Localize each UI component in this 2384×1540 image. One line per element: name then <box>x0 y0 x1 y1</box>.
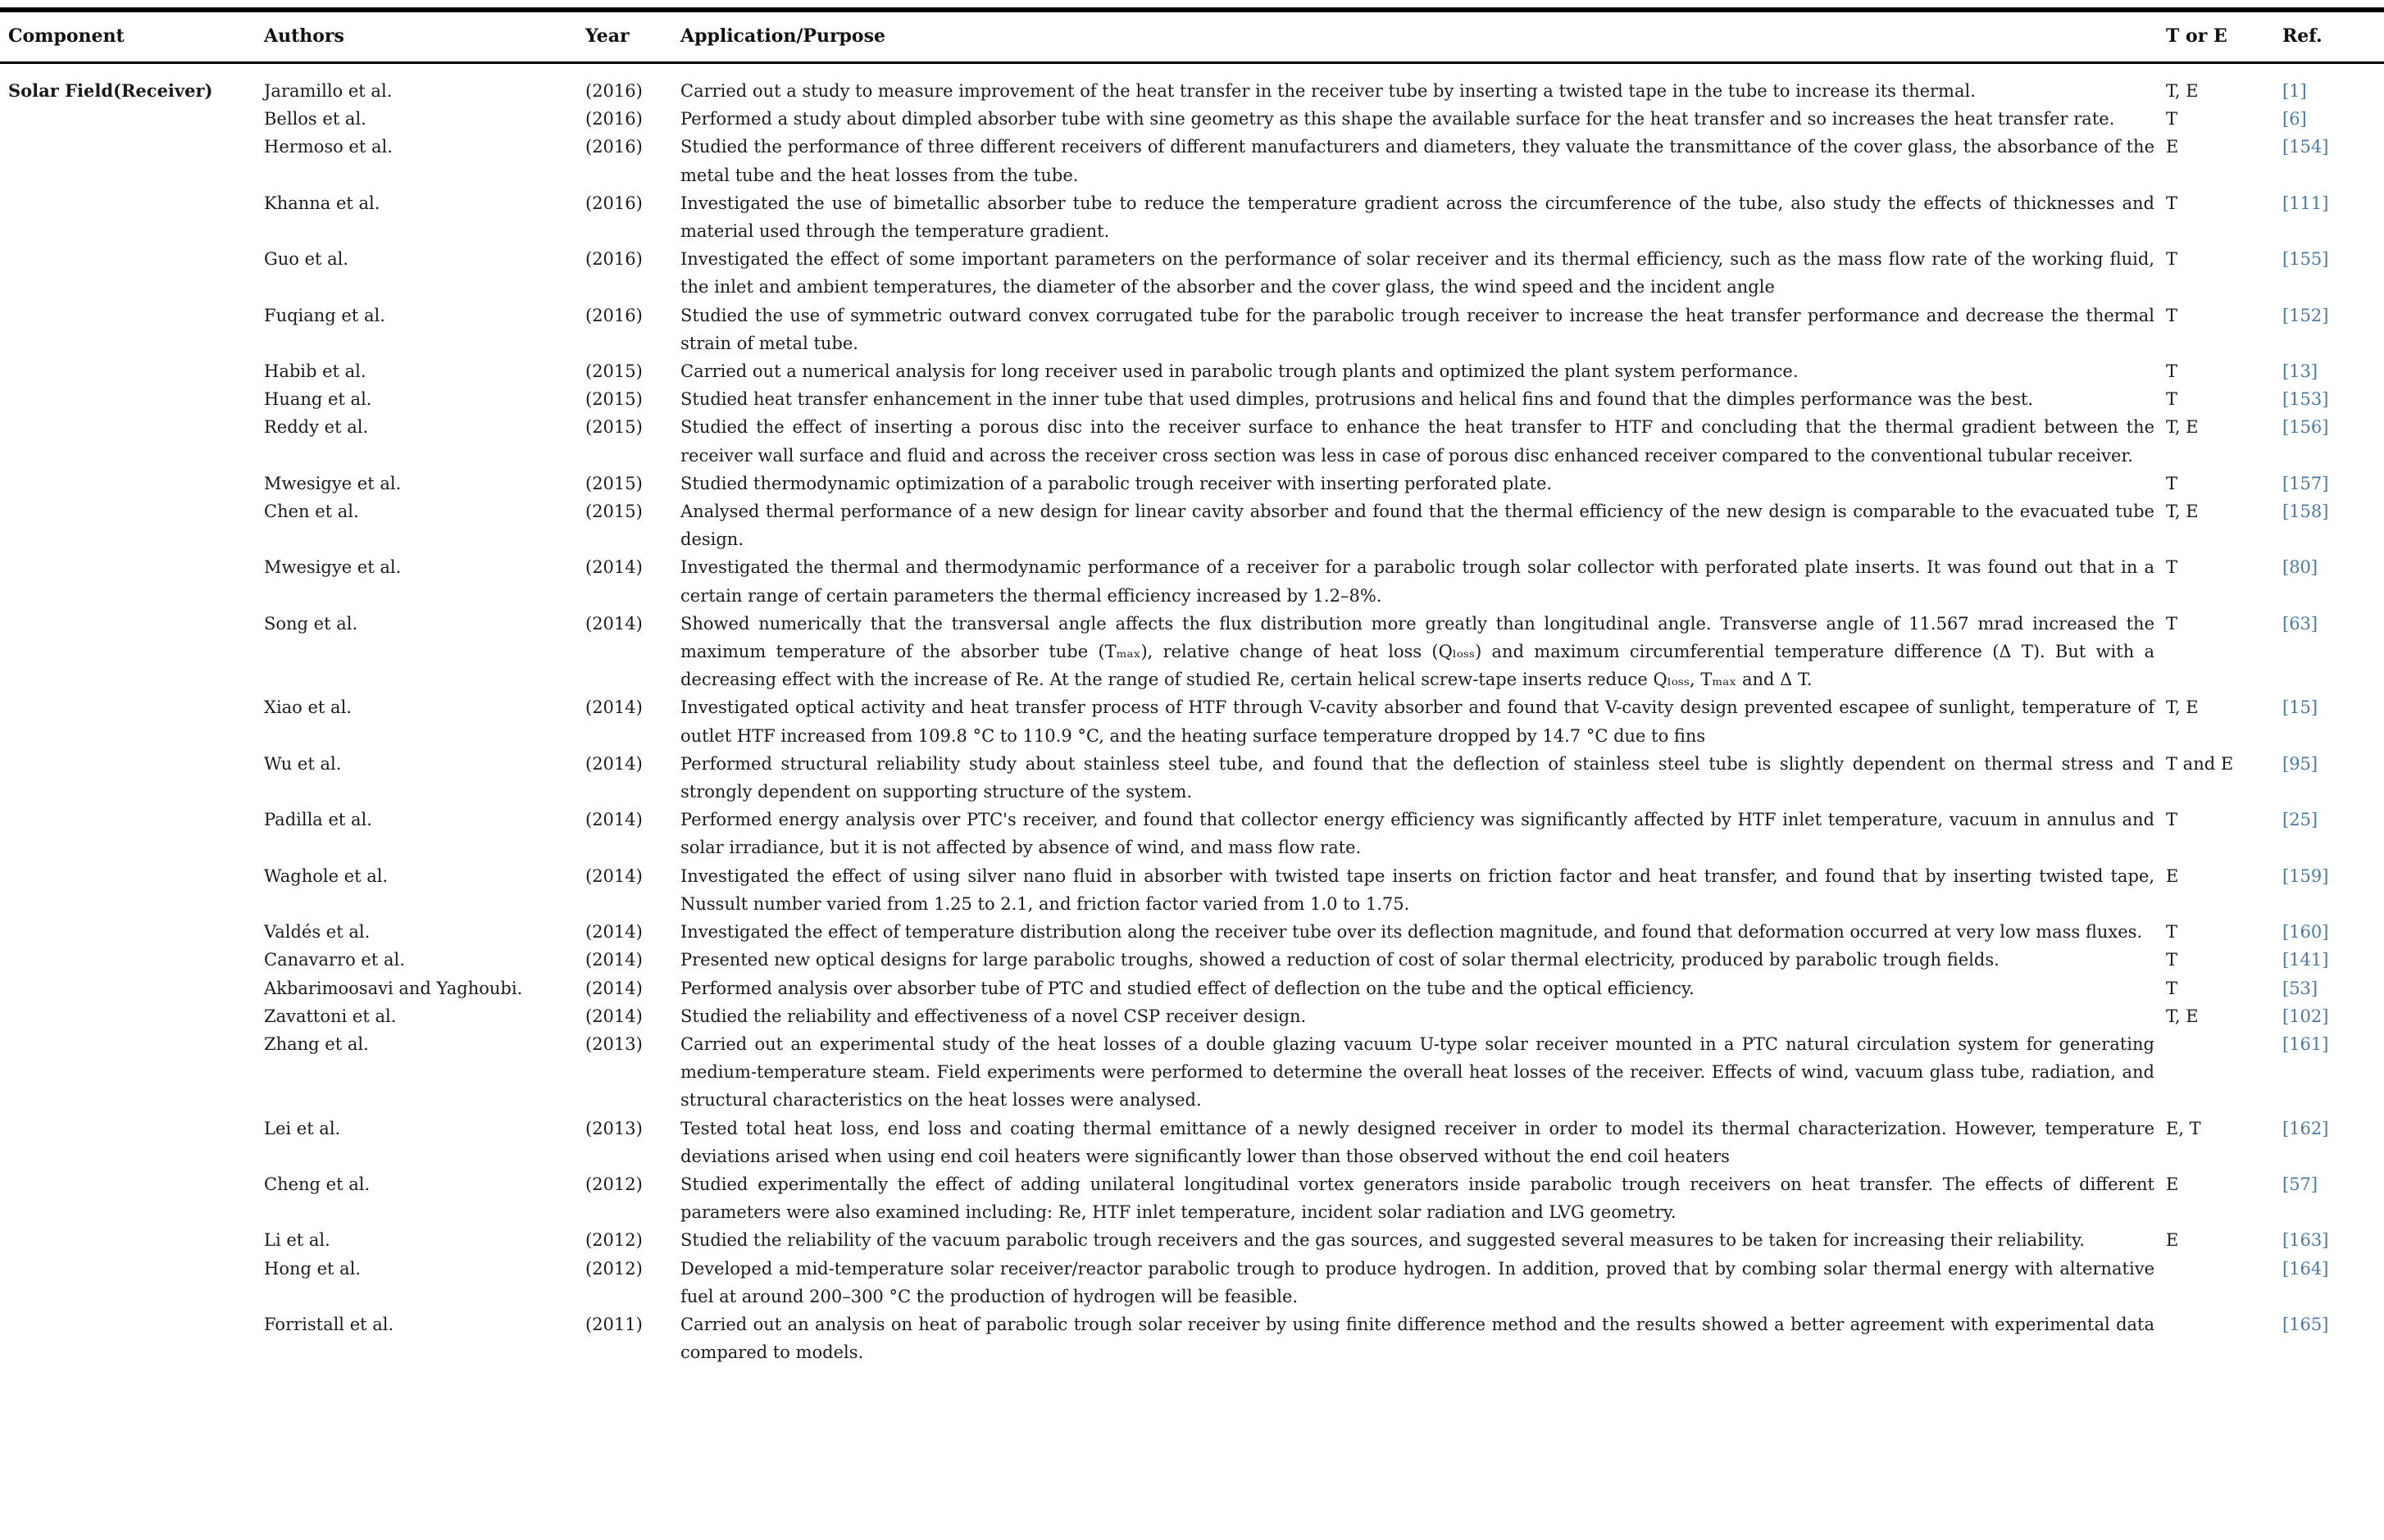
column-header-t-or-e: T or E <box>2166 25 2227 47</box>
component-cell <box>8 918 264 946</box>
reference-link[interactable]: [158] <box>2282 502 2329 522</box>
author-cell: Bellos et al. <box>264 109 366 129</box>
t-or-e-cell: E <box>2166 1230 2179 1251</box>
component-cell <box>8 105 264 133</box>
year-cell: (2014) <box>585 697 643 718</box>
year-cell: (2012) <box>585 1230 643 1251</box>
reference-link[interactable]: [157] <box>2282 473 2329 493</box>
component-cell <box>8 385 264 413</box>
reference-link[interactable]: [6] <box>2282 109 2307 129</box>
component-cell <box>8 1255 264 1311</box>
application-cell: Analysed thermal performance of a new design for linear cavity absorber and found that the thermal efficiency of the new design is comparable to the evacuated tube design. <box>680 502 2154 550</box>
t-or-e-cell: E, T <box>2166 1118 2201 1138</box>
application-cell: Studied the effect of inserting a porous disc into the receiver surface to enhance the heat transfer to HTF and concluding that the thermal gradient between the receiver wall surface and fluid and across the receiver cross section was less in case of porous disc enhanced receiver compared to the conventional tubular receiver. <box>680 417 2154 466</box>
year-cell: (2015) <box>585 473 643 493</box>
reference-link[interactable]: [155] <box>2282 249 2329 270</box>
table-row <box>0 77 2384 105</box>
t-or-e-cell: T <box>2166 249 2178 270</box>
table-row <box>0 357 2384 385</box>
author-cell: Khanna et al. <box>264 193 380 213</box>
component-cell <box>8 1226 264 1254</box>
application-cell: Studied the reliability and effectiveness of a novel CSP receiver design. <box>680 1006 1307 1026</box>
column-header-application: Application/Purpose <box>680 25 885 47</box>
t-or-e-cell: E <box>2166 865 2179 886</box>
reference-link[interactable]: [141] <box>2282 950 2329 970</box>
application-cell: Tested total heat loss, end loss and coating thermal emittance of a newly designed receiver in order to model its thermal characterization. However, temperature deviations arised when using end coil heaters were significantly lower than those observed without the end coil heaters <box>680 1118 2154 1166</box>
column-header-authors: Authors <box>264 25 344 47</box>
year-cell: (2014) <box>585 922 643 943</box>
t-or-e-cell: T <box>2166 922 2178 943</box>
component-cell <box>8 1030 264 1115</box>
component-cell <box>8 189 264 245</box>
table-row <box>0 806 2384 861</box>
component-cell <box>8 862 264 918</box>
year-cell: (2015) <box>585 502 643 522</box>
component-cell <box>8 357 264 385</box>
application-cell: Investigated the effect of using silver nano fluid in absorber with twisted tape inserts on friction factor and heat transfer, and found that by inserting twisted tape, Nussult number varied from 1.25 to 2.1, and friction factor varied from 1.0 to 1.75. <box>680 865 2154 914</box>
author-cell: Chen et al. <box>264 502 359 522</box>
author-cell: Habib et al. <box>264 361 366 382</box>
application-cell: Performed energy analysis over PTC's receiver, and found that collector energy efficiency was significantly affected by HTF inlet temperature, vacuum in annulus and solar irradiance, but it is not affected by absence of wind, and mass flow rate. <box>680 810 2154 858</box>
application-cell: Studied experimentally the effect of adding unilateral longitudinal vortex generators inside parabolic trough receivers on heat transfer. The effects of different parameters were also examined including: Re, HTF inlet temperature, incident solar radiation and LVG geometry. <box>680 1174 2154 1223</box>
reference-link[interactable]: [164] <box>2282 1258 2329 1279</box>
reference-link[interactable]: [161] <box>2282 1033 2329 1054</box>
reference-link[interactable]: [160] <box>2282 922 2329 943</box>
column-header-year: Year <box>585 25 630 47</box>
year-cell: (2011) <box>585 1314 643 1334</box>
table-row <box>0 946 2384 974</box>
t-or-e-cell: T <box>2166 361 2178 382</box>
table-row <box>0 1311 2384 1366</box>
author-cell: Xiao et al. <box>264 697 352 718</box>
component-cell <box>8 470 264 497</box>
component-cell <box>8 693 264 749</box>
table-row <box>0 862 2384 918</box>
year-cell: (2016) <box>585 109 643 129</box>
year-cell: (2013) <box>585 1033 643 1054</box>
table-row <box>0 553 2384 609</box>
t-or-e-cell: T <box>2166 978 2178 998</box>
component-cell <box>8 133 264 189</box>
application-cell: Studied the reliability of the vacuum parabolic trough receivers and the gas sources, and suggested several measures to be taken for increasing their reliability. <box>680 1230 2085 1251</box>
reference-link[interactable]: [1] <box>2282 81 2307 101</box>
author-cell: Song et al. <box>264 613 358 634</box>
table-header-row <box>0 12 2384 61</box>
author-cell: Wu et al. <box>264 753 342 774</box>
t-or-e-cell: T, E <box>2166 502 2199 522</box>
author-cell: Fuqiang et al. <box>264 305 385 325</box>
application-cell: Performed analysis over absorber tube of PTC and studied effect of deflection on the tube and the optical efficiency. <box>680 978 1695 998</box>
reference-link[interactable]: [80] <box>2282 557 2318 578</box>
year-cell: (2012) <box>585 1258 643 1279</box>
column-header-component: Component <box>8 25 125 47</box>
t-or-e-cell: T <box>2166 389 2178 410</box>
table-row <box>0 385 2384 413</box>
table-row <box>0 1030 2384 1115</box>
component-cell: Solar Field(Receiver) <box>8 80 213 101</box>
year-cell: (2013) <box>585 1118 643 1138</box>
application-cell: Performed a study about dimpled absorber tube with sine geometry as this shape the available surface for the heat transfer and so increases the heat transfer rate. <box>680 109 2115 129</box>
table-row <box>0 750 2384 806</box>
author-cell: Zavattoni et al. <box>264 1006 397 1026</box>
year-cell: (2015) <box>585 361 643 382</box>
table-row <box>0 918 2384 946</box>
component-cell <box>8 413 264 469</box>
author-cell: Zhang et al. <box>264 1033 369 1054</box>
application-cell: Studied heat transfer enhancement in the inner tube that used dimples, protrusions and helical fins and found that the dimples performance was the best. <box>680 389 2034 410</box>
table-row <box>0 245 2384 301</box>
t-or-e-cell <box>2166 1255 2282 1311</box>
table-row <box>0 1226 2384 1254</box>
year-cell: (2015) <box>585 389 643 410</box>
table-row <box>0 133 2384 189</box>
application-cell: Investigated the effect of temperature distribution along the receiver tube over its deflection magnitude, and found that deformation occurred at very low mass fluxes. <box>680 922 2143 943</box>
component-cell <box>8 974 264 1002</box>
t-or-e-cell: T <box>2166 473 2178 493</box>
t-or-e-cell: E <box>2166 1174 2179 1194</box>
author-cell: Canavarro et al. <box>264 950 405 970</box>
author-cell: Waghole et al. <box>264 865 389 886</box>
application-cell: Presented new optical designs for large parabolic troughs, showed a reduction of cost of solar thermal electricity, produced by parabolic trough fields. <box>680 950 2000 970</box>
reference-link[interactable]: [152] <box>2282 305 2329 325</box>
application-cell: Studied thermodynamic optimization of a parabolic trough receiver with inserting perforated plate. <box>680 473 1553 493</box>
reference-link[interactable]: [95] <box>2282 753 2318 774</box>
year-cell: (2014) <box>585 1006 643 1026</box>
year-cell: (2014) <box>585 865 643 886</box>
component-cell <box>8 750 264 806</box>
table-row <box>0 105 2384 133</box>
table-row <box>0 413 2384 469</box>
reference-link[interactable]: [15] <box>2282 697 2318 718</box>
column-header-ref: Ref. <box>2282 25 2323 47</box>
component-cell <box>8 245 264 301</box>
table-row <box>0 1115 2384 1170</box>
year-cell: (2012) <box>585 1174 643 1194</box>
year-cell: (2016) <box>585 81 643 101</box>
t-or-e-cell: T <box>2166 950 2178 970</box>
author-cell: Cheng et al. <box>264 1174 371 1194</box>
t-or-e-cell: T, E <box>2166 81 2199 101</box>
component-cell <box>8 1311 264 1366</box>
table-body <box>0 64 2384 1366</box>
table-row <box>0 1255 2384 1311</box>
application-cell: Carried out a study to measure improvement of the heat transfer in the receiver tube by inserting a twisted tape in the tube to increase its thermal. <box>680 81 1976 101</box>
author-cell: Mwesigye et al. <box>264 557 402 578</box>
table-row <box>0 1002 2384 1030</box>
t-or-e-cell: T <box>2166 109 2178 129</box>
component-cell <box>8 946 264 974</box>
t-or-e-cell: T <box>2166 305 2178 325</box>
component-cell <box>8 497 264 553</box>
year-cell: (2014) <box>585 613 643 634</box>
year-cell: (2016) <box>585 137 643 157</box>
year-cell: (2016) <box>585 249 643 270</box>
year-cell: (2014) <box>585 753 643 774</box>
author-cell: Li et al. <box>264 1230 330 1251</box>
year-cell: (2014) <box>585 810 643 830</box>
t-or-e-cell <box>2166 1030 2282 1115</box>
application-cell: Studied the use of symmetric outward convex corrugated tube for the parabolic trough receiver to increase the heat transfer performance and decrease the thermal strain of metal tube. <box>680 305 2154 353</box>
author-cell: Hermoso et al. <box>264 137 393 157</box>
year-cell: (2016) <box>585 193 643 213</box>
t-or-e-cell: T, E <box>2166 417 2199 438</box>
author-cell: Huang et al. <box>264 389 372 410</box>
reference-link[interactable]: [25] <box>2282 810 2318 830</box>
reference-link[interactable]: [154] <box>2282 137 2329 157</box>
reference-link[interactable]: [13] <box>2282 361 2318 382</box>
application-cell: Performed structural reliability study about stainless steel tube, and found that the deflection of stainless steel tube is slightly dependent on thermal stress and strongly dependent on supporting structure of the system. <box>680 753 2154 802</box>
application-cell: Carried out a numerical analysis for long receiver used in parabolic trough plants and optimized the plant system performance. <box>680 361 1799 382</box>
t-or-e-cell <box>2166 1311 2282 1366</box>
year-cell: (2014) <box>585 978 643 998</box>
t-or-e-cell: T, E <box>2166 1006 2199 1026</box>
t-or-e-cell: T, E <box>2166 697 2199 718</box>
t-or-e-cell: E <box>2166 137 2179 157</box>
application-cell: Investigated the use of bimetallic absorber tube to reduce the temperature gradient across the circumference of the tube, also study the effects of thicknesses and material used through the temperature gradient. <box>680 193 2154 242</box>
component-cell <box>8 806 264 861</box>
reference-link[interactable]: [156] <box>2282 417 2329 438</box>
author-cell: Forristall et al. <box>264 1314 394 1334</box>
year-cell: (2015) <box>585 417 643 438</box>
application-cell: Showed numerically that the transversal angle affects the flux distribution more greatly than longitudinal angle. Transverse angle of 11.567 mrad increased the maximum temperature of the absorber tube (Tₘₐₓ), relative change of heat loss (Qₗₒₛₛ) and maximum circumferential temperature difference (Δ T). But with a decreasing effect with the increase of Re. At the range of studied Re, certain helical screw-tape inserts reduce Qₗₒₛₛ, Tₘₐₓ and Δ T. <box>680 613 2154 690</box>
author-cell: Valdés et al. <box>264 922 371 943</box>
application-cell: Studied the performance of three different receivers of different manufacturers and diameters, they valuate the transmittance of the cover glass, the absorbance of the metal tube and the heat losses from the tube. <box>680 137 2154 185</box>
application-cell: Investigated optical activity and heat transfer process of HTF through V-cavity absorber and found that V-cavity design prevented escapee of sunlight, temperature of outlet HTF increased from 109.8 °C to 110.9 °C, and the heating surface temperature dropped by 14.7 °C due to fins <box>680 697 2154 746</box>
reference-link[interactable]: [53] <box>2282 978 2318 998</box>
author-cell: Hong et al. <box>264 1258 362 1279</box>
application-cell: Investigated the thermal and thermodynamic performance of a receiver for a parabolic trough solar collector with perforated plate inserts. It was found out that in a certain range of certain parameters the thermal efficiency increased by 1.2–8%. <box>680 557 2154 606</box>
table-row <box>0 610 2384 694</box>
author-cell: Padilla et al. <box>264 810 372 830</box>
reference-link[interactable]: [153] <box>2282 389 2329 410</box>
t-or-e-cell: T <box>2166 193 2178 213</box>
component-cell <box>8 553 264 609</box>
component-cell <box>8 302 264 357</box>
component-cell <box>8 1170 264 1226</box>
reference-link[interactable]: [63] <box>2282 613 2318 634</box>
reference-link[interactable]: [163] <box>2282 1230 2329 1251</box>
year-cell: (2014) <box>585 557 643 578</box>
table-row <box>0 1170 2384 1226</box>
author-cell: Lei et al. <box>264 1118 341 1138</box>
author-cell: Jaramillo et al. <box>264 81 393 101</box>
application-cell: Carried out an analysis on heat of parabolic trough solar receiver by using finite difference method and the results showed a better agreement with experimental data compared to models. <box>680 1314 2154 1363</box>
reference-link[interactable]: [111] <box>2282 193 2329 213</box>
table-row <box>0 470 2384 497</box>
table-row <box>0 302 2384 357</box>
reference-link[interactable]: [159] <box>2282 865 2329 886</box>
reference-link[interactable]: [102] <box>2282 1006 2329 1026</box>
author-cell: Akbarimoosavi and Yaghoubi. <box>264 978 523 998</box>
year-cell: (2014) <box>585 950 643 970</box>
table-row <box>0 974 2384 1002</box>
author-cell: Guo et al. <box>264 249 349 270</box>
application-cell: Carried out an experimental study of the heat losses of a double glazing vacuum U-type solar receiver mounted in a PTC natural circulation system for generating medium-temperature steam. Field experiments were performed to determine the overall heat losses of the receiver. Effects of wind, vacuum glass tube, radiation, and structural characteristics on the heat losses were analysed. <box>680 1033 2154 1111</box>
author-cell: Reddy et al. <box>264 417 369 438</box>
t-or-e-cell: T <box>2166 810 2178 830</box>
component-cell <box>8 610 264 694</box>
application-cell: Developed a mid-temperature solar receiver/reactor parabolic trough to produce hydrogen. In addition, proved that by combing solar thermal energy with alternative fuel at around 200–300 °C the production of hydrogen will be feasible. <box>680 1258 2154 1306</box>
table-row <box>0 693 2384 749</box>
author-cell: Mwesigye et al. <box>264 473 402 493</box>
t-or-e-cell: T and E <box>2166 753 2234 774</box>
t-or-e-cell: T <box>2166 613 2178 634</box>
reference-link[interactable]: [57] <box>2282 1174 2318 1194</box>
year-cell: (2016) <box>585 305 643 325</box>
component-cell <box>8 1002 264 1030</box>
component-cell <box>8 1115 264 1170</box>
table-row <box>0 189 2384 245</box>
reference-link[interactable]: [165] <box>2282 1314 2329 1334</box>
reference-link[interactable]: [162] <box>2282 1118 2329 1138</box>
application-cell: Investigated the effect of some important parameters on the performance of solar receiver and its thermal efficiency, such as the mass flow rate of the working fluid, the inlet and ambient temperatures, the diameter of the absorber and the cover glass, the wind speed and the incident angle <box>680 249 2154 298</box>
t-or-e-cell: T <box>2166 557 2178 578</box>
table-row <box>0 497 2384 553</box>
